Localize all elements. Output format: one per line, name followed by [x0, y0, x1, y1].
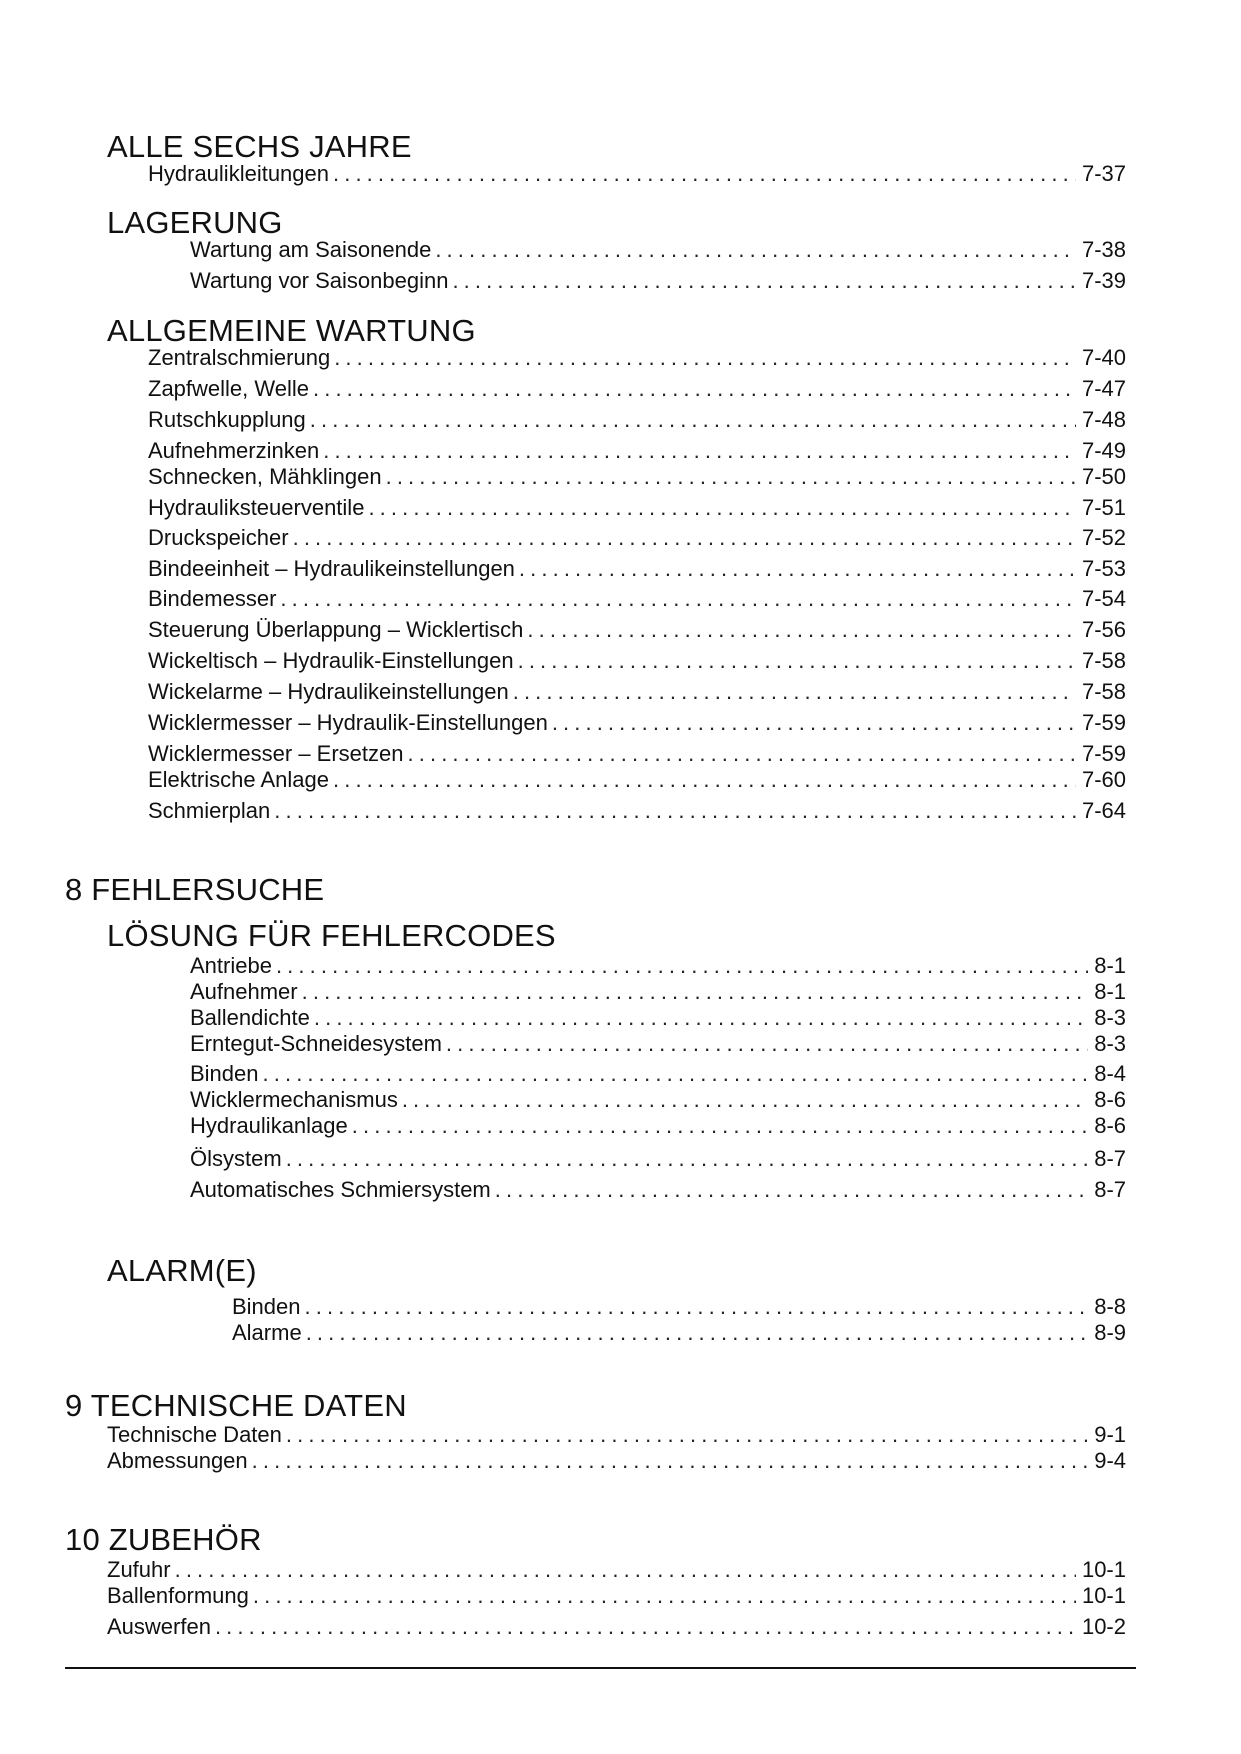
toc-entry-label: Steuerung Überlappung – Wicklertisch: [148, 617, 524, 642]
toc-entry-page: 7-40: [1081, 345, 1126, 370]
toc-entry-label: Elektrische Anlage: [148, 767, 329, 792]
toc-entry[interactable]: [148, 558, 1126, 580]
toc-entry-page: 9-1: [1094, 1422, 1126, 1447]
toc-entry-label: Zentralschmierung: [148, 345, 331, 370]
toc-entry-page: 8-1: [1094, 979, 1126, 1004]
toc-entry-label: Wartung am Saisonende: [190, 237, 432, 262]
toc-entry[interactable]: [148, 712, 1126, 734]
dot-leader: [402, 1089, 1088, 1111]
toc-entry[interactable]: [107, 1616, 1126, 1638]
dot-leader: [253, 1585, 1076, 1607]
toc-entry-page: 8-7: [1094, 1177, 1126, 1202]
toc-entry[interactable]: [148, 163, 1126, 185]
dot-leader: [306, 1322, 1089, 1344]
toc-entry-page: 7-60: [1081, 767, 1126, 792]
toc-entry[interactable]: [148, 497, 1126, 519]
toc-entry-page: 7-59: [1081, 741, 1126, 766]
toc-entry-label: Hydraulikleitungen: [148, 161, 329, 186]
toc-entry-label: Zufuhr: [107, 1557, 171, 1582]
toc-entry-page: 7-49: [1081, 438, 1126, 463]
dot-leader: [286, 1424, 1088, 1446]
toc-entry-label: Druckspeicher: [148, 525, 289, 550]
toc-entry[interactable]: [190, 1148, 1126, 1170]
toc-entry[interactable]: [190, 239, 1126, 261]
toc-entry-page: 7-64: [1081, 798, 1126, 823]
toc-entry-page: 7-38: [1081, 237, 1126, 262]
toc-entry-label: Wicklermesser – Hydraulik-Einstellungen: [148, 710, 548, 735]
chapter-heading-zubehoer: 10 ZUBEHÖR: [65, 1522, 262, 1557]
dot-leader: [215, 1616, 1076, 1638]
toc-entry[interactable]: [148, 466, 1126, 488]
dot-leader: [274, 800, 1076, 822]
toc-entry-page: 10-1: [1081, 1583, 1126, 1608]
toc-entry-label: Schnecken, Mähklingen: [148, 464, 382, 489]
dot-leader: [386, 466, 1076, 488]
dot-leader: [334, 347, 1076, 369]
toc-entry[interactable]: [107, 1559, 1126, 1581]
toc-entry[interactable]: [107, 1424, 1126, 1446]
toc-entry-page: 8-9: [1094, 1320, 1126, 1345]
toc-entry-page: 7-52: [1081, 525, 1126, 550]
dot-leader: [452, 270, 1076, 292]
dot-leader: [446, 1033, 1088, 1055]
toc-entry[interactable]: [232, 1322, 1126, 1344]
toc-entry-label: Rutschkupplung: [148, 407, 306, 432]
toc-entry-page: 7-56: [1081, 617, 1126, 642]
toc-entry-page: 7-58: [1081, 648, 1126, 673]
toc-entry-label: Wicklermechanismus: [190, 1087, 398, 1112]
toc-entry-page: 9-4: [1094, 1448, 1126, 1473]
dot-leader: [280, 588, 1076, 610]
dot-leader: [314, 1007, 1088, 1029]
toc-entry-label: Ballendichte: [190, 1005, 310, 1030]
toc-entry-page: 10-2: [1081, 1614, 1126, 1639]
bottom-divider: [65, 1667, 1136, 1669]
toc-entry-page: 8-3: [1094, 1031, 1126, 1056]
toc-entry-label: Aufnehmerzinken: [148, 438, 320, 463]
toc-entry[interactable]: [190, 1063, 1126, 1085]
dot-leader: [435, 239, 1076, 261]
toc-entry-page: 7-39: [1081, 268, 1126, 293]
toc-entry-page: 8-4: [1094, 1061, 1126, 1086]
dot-leader: [252, 1450, 1089, 1472]
section-heading-loesung-fehlercodes: LÖSUNG FÜR FEHLERCODES: [107, 918, 556, 953]
toc-entry-label: Binden: [232, 1294, 301, 1319]
dot-leader: [276, 955, 1088, 977]
toc-entry[interactable]: [148, 409, 1126, 431]
dot-leader: [518, 650, 1076, 672]
dot-leader: [302, 981, 1089, 1003]
dot-leader: [310, 409, 1076, 431]
toc-entry[interactable]: [107, 1585, 1126, 1607]
toc-entry[interactable]: [148, 527, 1126, 549]
toc-entry[interactable]: [148, 769, 1126, 791]
toc-entry[interactable]: [148, 650, 1126, 672]
toc-entry-label: Erntegut-Schneidesystem: [190, 1031, 442, 1056]
toc-entry[interactable]: [190, 1115, 1126, 1137]
dot-leader: [495, 1179, 1088, 1201]
toc-entry[interactable]: [190, 1089, 1126, 1111]
toc-entry-page: 7-59: [1081, 710, 1126, 735]
toc-entry-label: Zapfwelle, Welle: [148, 376, 309, 401]
toc-entry-page: 7-54: [1081, 586, 1126, 611]
toc-entry-page: 7-47: [1081, 376, 1126, 401]
chapter-heading-technische-daten: 9 TECHNISCHE DATEN: [65, 1388, 407, 1423]
toc-entry[interactable]: [190, 955, 1126, 977]
section-heading-alarme: ALARM(E): [107, 1253, 257, 1288]
dot-leader: [175, 1559, 1076, 1581]
toc-entry-page: 8-8: [1094, 1294, 1126, 1319]
toc-entry-label: Abmessungen: [107, 1448, 248, 1473]
toc-entry[interactable]: [148, 588, 1126, 610]
toc-entry[interactable]: [148, 800, 1126, 822]
toc-entry-label: Auswerfen: [107, 1614, 211, 1639]
toc-entry-label: Technische Daten: [107, 1422, 282, 1447]
dot-leader: [513, 681, 1076, 703]
dot-leader: [368, 497, 1076, 519]
toc-entry-label: Wickeltisch – Hydraulik-Einstellungen: [148, 648, 514, 673]
toc-entry-page: 8-6: [1094, 1087, 1126, 1112]
toc-entry-label: Wickelarme – Hydraulikeinstellungen: [148, 679, 509, 704]
dot-leader: [286, 1148, 1089, 1170]
toc-entry-label: Bindemesser: [148, 586, 277, 611]
chapter-heading-fehlersuche: 8 FEHLERSUCHE: [65, 872, 325, 907]
toc-entry-page: 8-7: [1094, 1146, 1126, 1171]
toc-entry-page: 7-50: [1081, 464, 1126, 489]
toc-entry[interactable]: [148, 440, 1126, 462]
dot-leader: [305, 1296, 1089, 1318]
toc-entry-label: Antriebe: [190, 953, 272, 978]
section-heading-lagerung: LAGERUNG: [107, 205, 283, 240]
toc-entry[interactable]: [148, 378, 1126, 400]
toc-entry-label: Aufnehmer: [190, 979, 298, 1004]
toc-entry[interactable]: [190, 270, 1126, 292]
toc-entry-label: Automatisches Schmiersystem: [190, 1177, 491, 1202]
toc-entry[interactable]: [190, 981, 1126, 1003]
toc-entry-page: 7-58: [1081, 679, 1126, 704]
toc-entry-label: Alarme: [232, 1320, 302, 1345]
dot-leader: [519, 558, 1076, 580]
dot-leader: [552, 712, 1076, 734]
toc-entry[interactable]: [190, 1033, 1126, 1055]
dot-leader: [293, 527, 1076, 549]
toc-entry-page: 8-6: [1094, 1113, 1126, 1138]
toc-entry-label: Binden: [190, 1061, 259, 1086]
toc-entry[interactable]: [148, 619, 1126, 641]
toc-entry-label: Ölsystem: [190, 1146, 282, 1171]
toc-entry[interactable]: [190, 1007, 1126, 1029]
toc-entry[interactable]: [148, 681, 1126, 703]
toc-entry-page: 8-3: [1094, 1005, 1126, 1030]
toc-entry[interactable]: [190, 1179, 1126, 1201]
toc-entry-label: Bindeeinheit – Hydraulikeinstellungen: [148, 556, 515, 581]
toc-entry-page: 7-37: [1081, 161, 1126, 186]
dot-leader: [352, 1115, 1088, 1137]
toc-entry[interactable]: [232, 1296, 1126, 1318]
toc-entry-page: 7-53: [1081, 556, 1126, 581]
toc-entry[interactable]: [107, 1450, 1126, 1472]
toc-entry-label: Wicklermesser – Ersetzen: [148, 741, 404, 766]
toc-entry[interactable]: [148, 347, 1126, 369]
toc-entry-label: Wartung vor Saisonbeginn: [190, 268, 449, 293]
section-heading-allgemeine-wartung: ALLGEMEINE WARTUNG: [107, 313, 476, 348]
toc-entry-label: Schmierplan: [148, 798, 271, 823]
dot-leader: [323, 440, 1076, 462]
toc-entry-label: Ballenformung: [107, 1583, 249, 1608]
dot-leader: [527, 619, 1076, 641]
toc-entry-page: 7-51: [1081, 495, 1126, 520]
toc-entry-page: 8-1: [1094, 953, 1126, 978]
toc-entry-page: 7-48: [1081, 407, 1126, 432]
section-heading-alle-sechs-jahre: ALLE SECHS JAHRE: [107, 129, 412, 164]
toc-entry-label: Hydrauliksteuerventile: [148, 495, 365, 520]
toc-entry-page: 10-1: [1081, 1557, 1126, 1582]
dot-leader: [408, 743, 1076, 765]
dot-leader: [313, 378, 1076, 400]
toc-entry[interactable]: [148, 743, 1126, 765]
dot-leader: [263, 1063, 1089, 1085]
dot-leader: [333, 163, 1076, 185]
dot-leader: [333, 769, 1076, 791]
toc-entry-label: Hydraulikanlage: [190, 1113, 348, 1138]
